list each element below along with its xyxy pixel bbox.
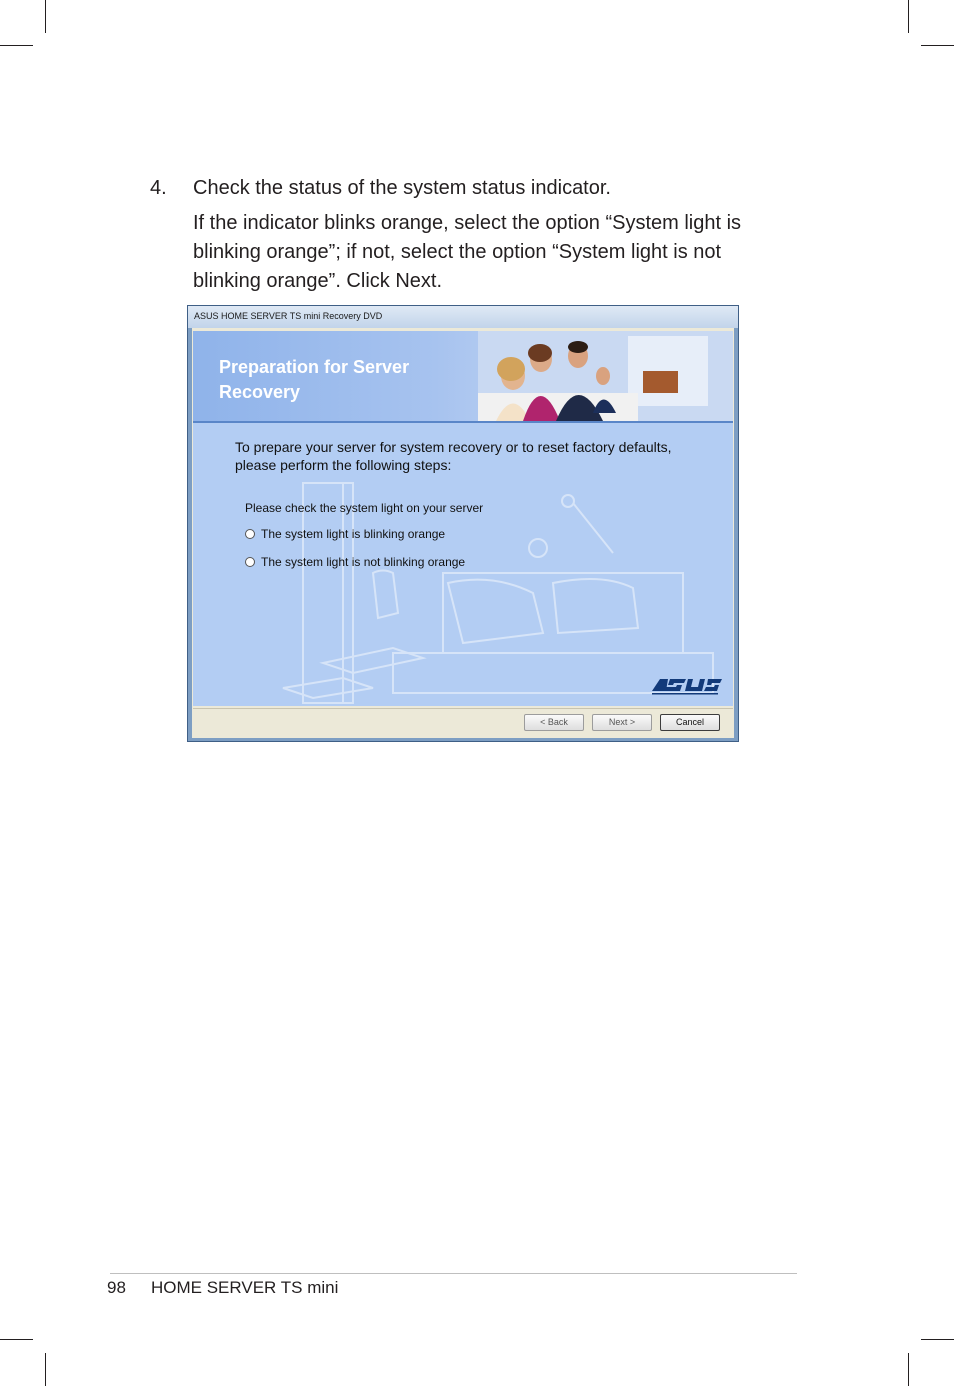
dialog-titlebar[interactable] [188,306,738,328]
system-light-prompt: Please check the system light on your server [245,501,484,515]
page-number: 98 [107,1278,126,1297]
crop-mark-top-right-h [921,45,954,46]
dialog-client-area [192,328,734,738]
crop-mark-top-left-v [45,0,46,33]
crop-mark-top-right-v [908,0,909,33]
radio-button[interactable] [245,557,255,567]
asus-logo [648,677,723,697]
header-banner [193,331,733,423]
content-panel [193,423,733,706]
recovery-dialog-screenshot [187,305,739,742]
intro-text: To prepare your server for system recovery or to reset factory defaults, please perform the following steps: [235,439,672,473]
option-blinking-orange[interactable] [245,527,445,541]
crop-mark-bottom-left-h [0,1339,33,1340]
crop-mark-bottom-right-v [908,1353,909,1386]
crop-mark-bottom-right-h [921,1339,954,1340]
radio-button[interactable] [245,529,255,539]
family-photo [478,331,733,421]
step-heading: Check the status of the system status indicator. [193,177,611,199]
crop-mark-bottom-left-v [45,1353,46,1386]
footer-divider [110,1273,797,1274]
option-label: The system light is blinking orange [261,527,446,541]
crop-mark-top-left-h [0,45,33,46]
dialog-button-bar [193,708,733,737]
cancel-button[interactable]: Cancel [660,714,720,731]
option-label: The system light is not blinking orange [261,555,466,569]
next-button[interactable]: Next > [592,714,652,731]
document-title: HOME SERVER TS mini [151,1278,339,1297]
back-button[interactable]: < Back [524,714,584,731]
option-not-blinking-orange[interactable] [245,555,465,569]
step-number: 4. [150,177,167,199]
step-body: If the indicator blinks orange, select the option “System light is blinking orange”; if not, select the option “System light is not blinking orange”. Click Next. [193,212,742,292]
dialog-title: ASUS HOME SERVER TS mini Recovery DVD [194,311,383,321]
banner-title: Preparation for Server Recovery [219,357,410,402]
